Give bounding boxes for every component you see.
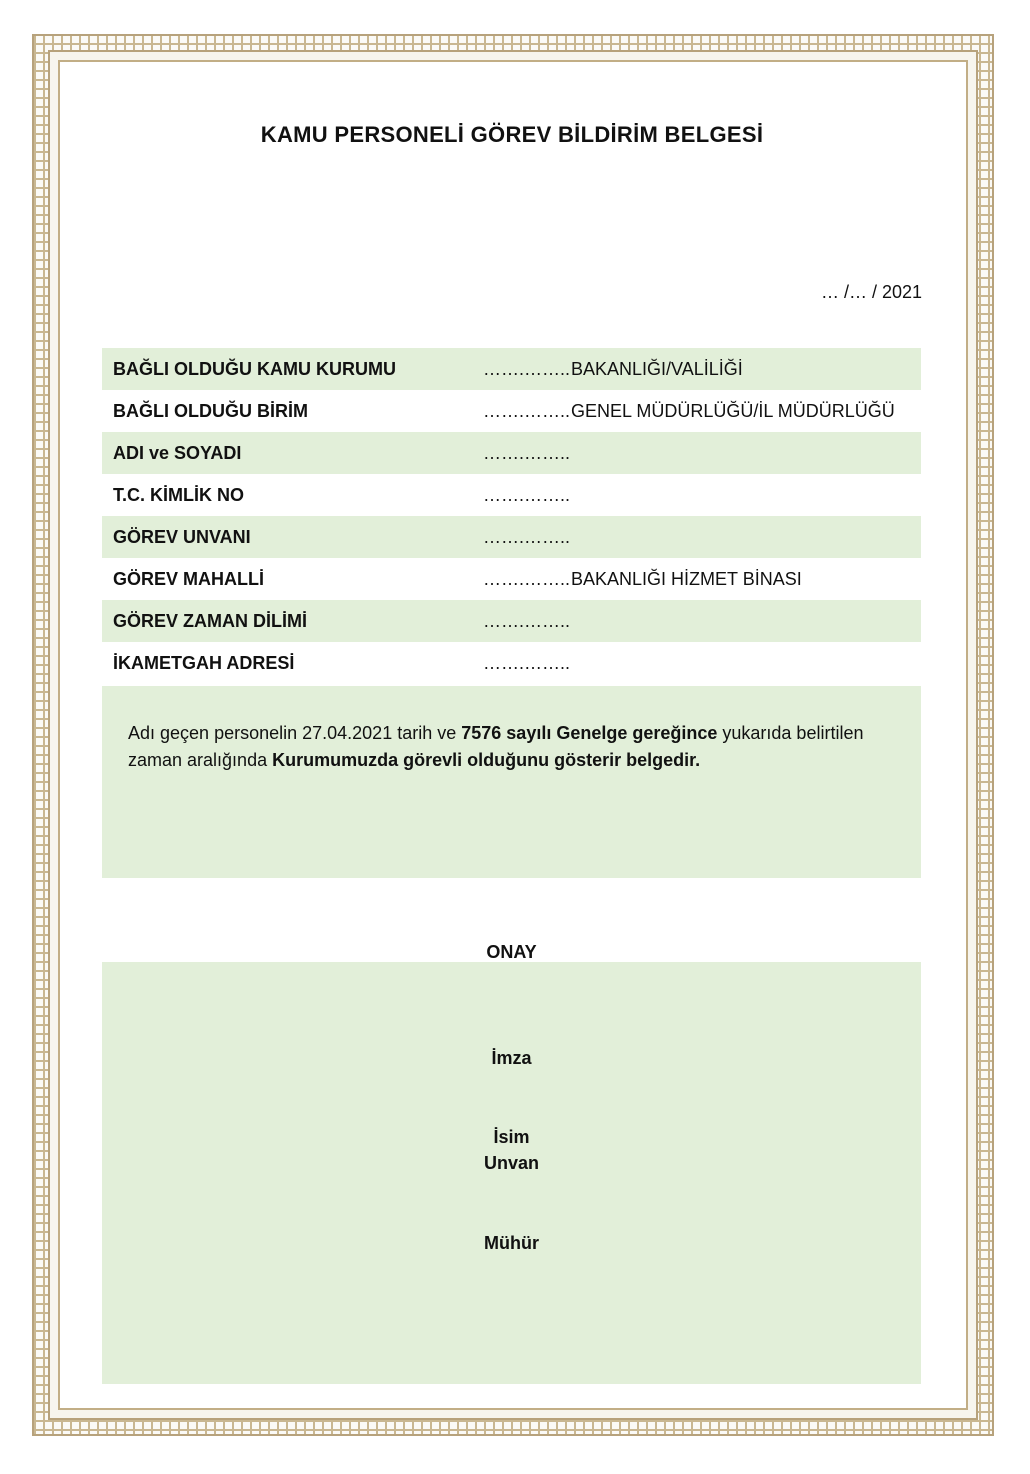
field-label: T.C. KİMLİK NO	[113, 484, 244, 505]
field-label: GÖREV ZAMAN DİLİMİ	[113, 610, 307, 631]
statement-box	[102, 686, 921, 878]
approval-heading: ONAY	[486, 942, 537, 962]
field-value: GENEL MÜDÜRLÜĞÜ/İL MÜDÜRLÜĞÜ	[571, 400, 895, 421]
signature-label: İmza	[491, 1048, 532, 1068]
field-label: GÖREV MAHALLİ	[113, 568, 264, 589]
field-label: BAĞLI OLDUĞU KAMU KURUMU	[113, 358, 396, 379]
document-title: KAMU PERSONELİ GÖREV BİLDİRİM BELGESİ	[260, 122, 764, 147]
name-label: İsim	[493, 1127, 530, 1147]
field-placeholder-dots: …….……..	[483, 484, 571, 505]
field-value: BAKANLIĞI HİZMET BİNASI	[571, 568, 802, 589]
field-value: BAKANLIĞI/VALİLİĞİ	[571, 358, 743, 379]
personnel-info-table	[102, 348, 921, 684]
title-label: Unvan	[483, 1153, 539, 1173]
field-placeholder-dots: …….……..	[483, 400, 571, 421]
field-label: İKAMETGAH ADRESİ	[113, 652, 295, 673]
field-placeholder-dots: …….……..	[483, 358, 571, 379]
seal-label: Mühür	[484, 1233, 539, 1253]
field-placeholder-dots: …….……..	[483, 568, 571, 589]
field-placeholder-dots: …….……..	[483, 526, 571, 547]
approval-box	[102, 962, 921, 1384]
field-label: BAĞLI OLDUĞU BİRİM	[113, 400, 308, 421]
statement-text: yukarıda belirtilen zaman aralığında	[128, 723, 864, 770]
document-date: … /… / 2021	[820, 282, 922, 302]
field-row-job-title	[102, 516, 921, 558]
statement-text: Adı geçen personelin 27.04.2021 tarih ve	[128, 723, 462, 743]
field-row-work-location	[102, 558, 921, 600]
field-placeholder-dots: …….……..	[483, 442, 571, 463]
field-row-unit	[102, 390, 921, 432]
field-row-home-address	[102, 642, 921, 684]
field-label: ADI ve SOYADI	[113, 442, 242, 463]
statement-circular-ref: 7576 sayılı Genelge gereğince	[461, 723, 718, 743]
field-row-id-number	[102, 474, 921, 516]
field-placeholder-dots: …….……..	[483, 652, 571, 673]
field-row-name-surname	[102, 432, 921, 474]
field-placeholder-dots: …….……..	[483, 610, 571, 631]
field-label: GÖREV UNVANI	[113, 526, 251, 547]
field-row-work-time	[102, 600, 921, 642]
statement-conclusion: Kurumumuzda görevli olduğunu gösterir belgedir.	[272, 750, 701, 770]
field-row-institution	[102, 348, 921, 390]
